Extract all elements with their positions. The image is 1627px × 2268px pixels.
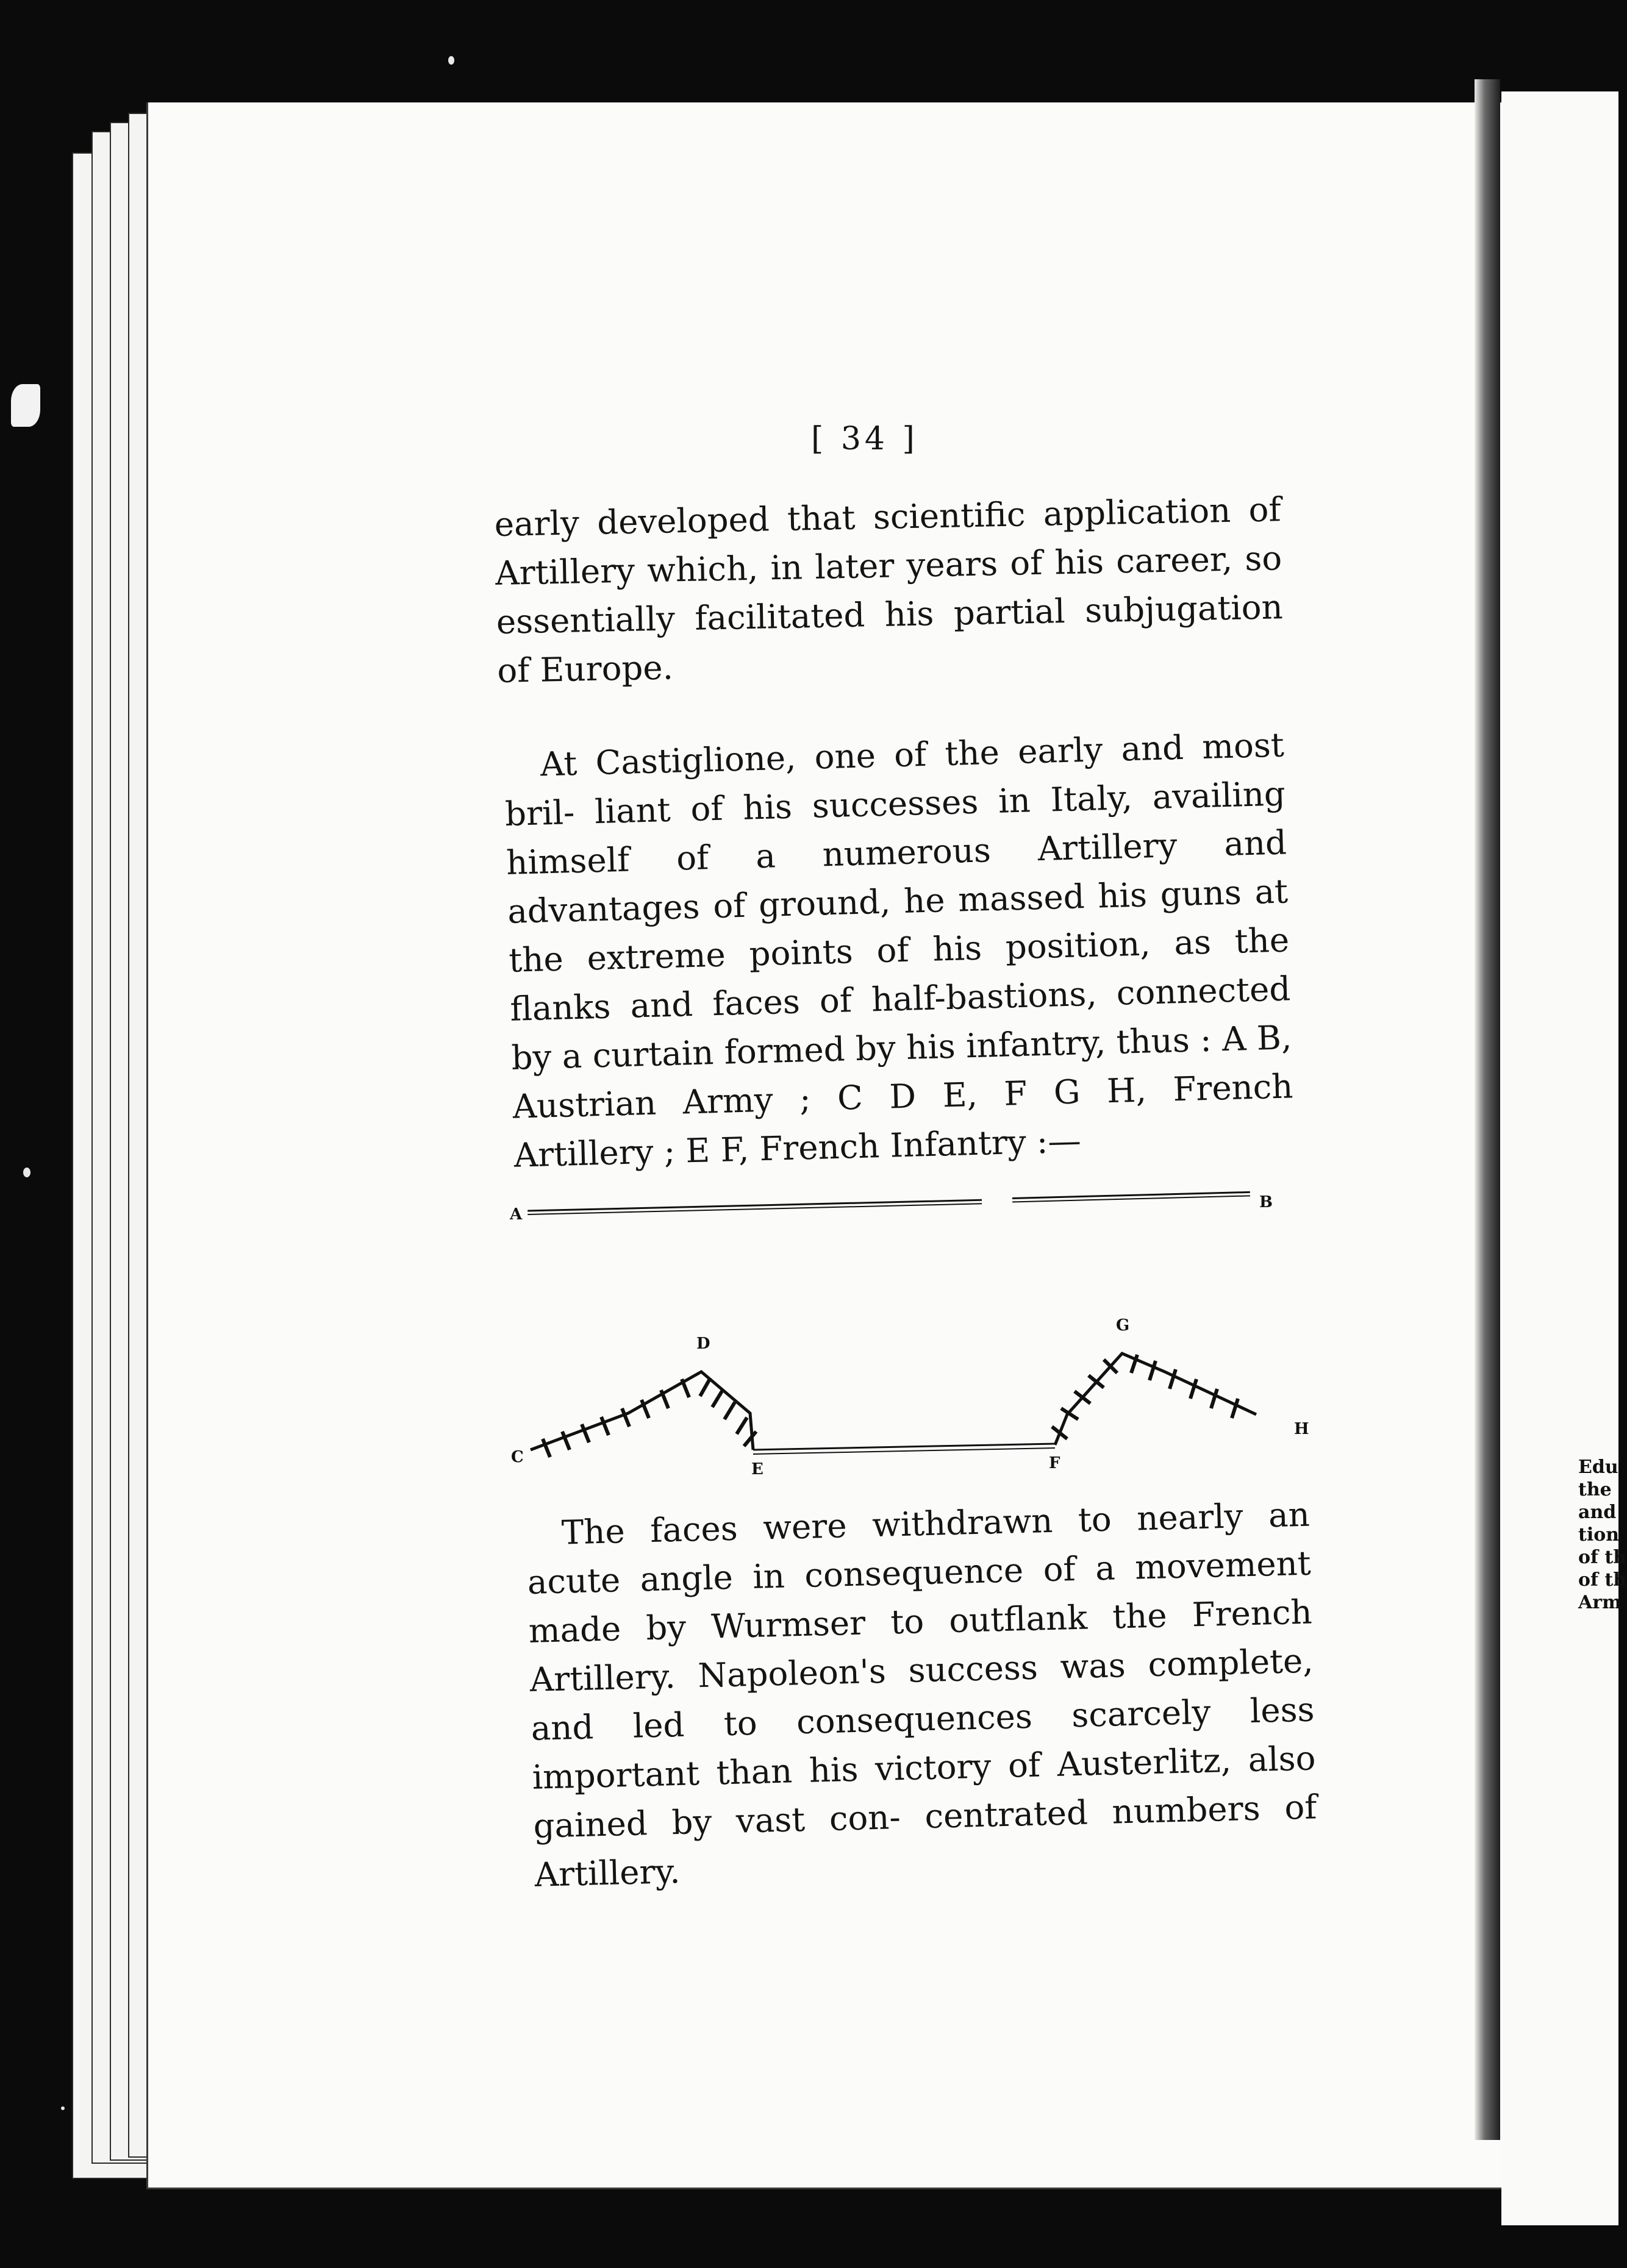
french-infantry-curtain [753,1444,1055,1454]
facing-page-margin-note: Edu the and tion of th of th Arm [1578,1457,1627,1613]
label-b: B [1259,1193,1273,1211]
label-g: G [1116,1316,1130,1335]
label-c: C [511,1448,524,1466]
paragraph-2: At Castiglione, one of the early and most bril- liant of his successes in Italy, availing himself of a numerous Artillery and advantages of ground, he massed his guns at the extreme points of his position, as the flanks and faces of half-bastions, connected by a curtain formed by his infantry, thus : A B, Austrian Army ; C D E, F G H, French Artillery ; E F, French Infantry :— [504,725,1294,1175]
scan-speck [61,2106,65,2110]
paragraph-3: The faces were withdrawn to nearly an acute angle in consequence of a movement made by Wurmser to outflank the French Artillery. Napoleon's success was complete, and led to consequences scarcely less important than his victory of Austerlitz, also gained by vast con- centrated numbers of Artillery. [527,1494,1318,1894]
label-h: H [1294,1420,1309,1438]
facing-page [1501,91,1618,2225]
scan-speck [448,56,454,65]
label-f: F [1049,1454,1060,1472]
scan-speck [11,384,40,427]
castiglione-position-diagram [500,1171,1329,1488]
label-d: D [696,1335,710,1353]
page-number: [ 34 ] [811,421,918,457]
austrian-army-line [527,1192,1250,1214]
french-artillery-cde [531,1372,756,1457]
french-artillery-fgh [1052,1353,1256,1445]
label-e: E [751,1460,763,1478]
binding-gutter [1475,79,1500,2140]
paragraph-1: early developed that scientific application of Artillery which, in later years of his career, so essentially facilitated his partial subjugation of Europe. [494,490,1284,690]
scan-speck [23,1168,30,1177]
label-a: A [510,1205,523,1224]
